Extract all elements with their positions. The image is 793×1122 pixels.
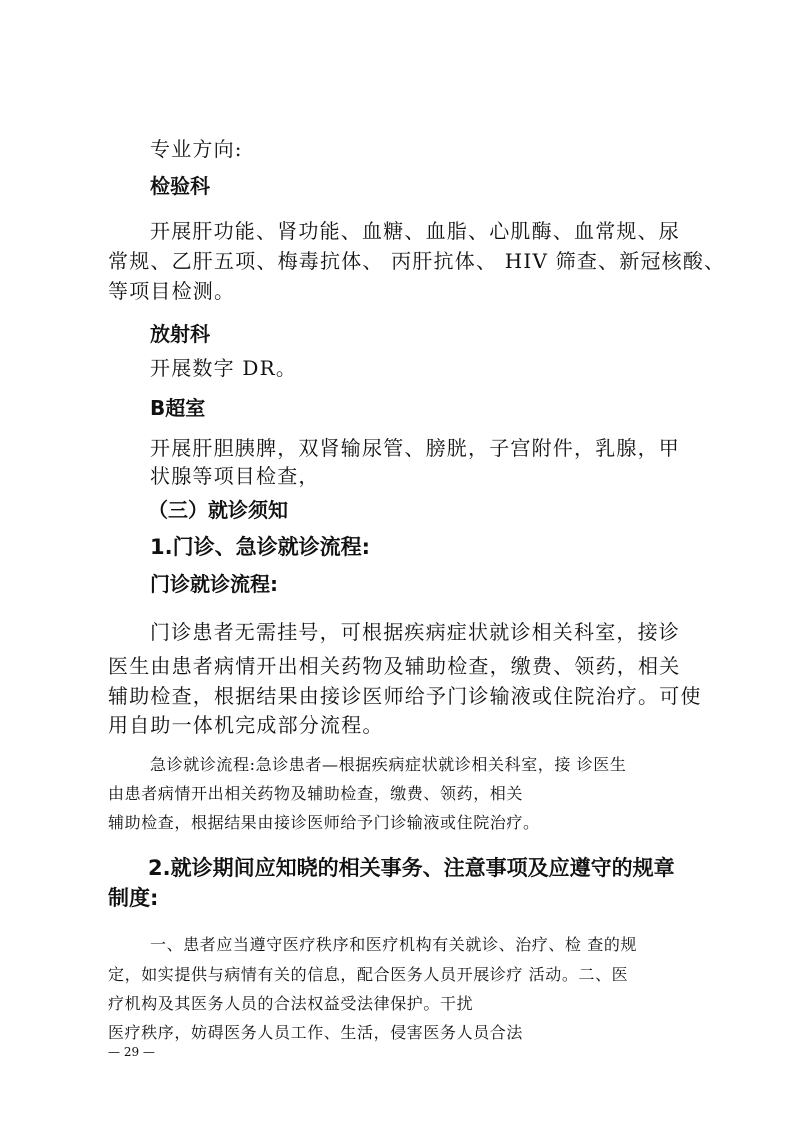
outpatient-line-3: 辅助检查，根据结果由接诊医师给予门诊输液或住院治疗。可使: [108, 684, 702, 708]
outpatient-heading: 门诊就诊流程:: [150, 572, 278, 596]
radiology-heading: 放射科: [150, 322, 210, 346]
ultrasound-heading: B超室: [150, 396, 206, 420]
subsection-1-heading: 1.门诊、急诊就诊流程:: [150, 535, 370, 559]
lab-line-1: 开展肝功能、肾功能、血糖、血脂、心肌酶、血常规、尿: [150, 219, 680, 243]
emergency-line-2: 由患者病情开出相关药物及辅助检查，缴费、领药，相关: [108, 784, 524, 803]
outpatient-line-1: 门诊患者无需挂号，可根据疾病症状就诊相关科室，接诊: [150, 620, 680, 644]
rules-line-3: 疗机构及其医务人员的合法权益受法律保护。干扰: [108, 994, 474, 1013]
subsection-2-heading-line-2: 制度:: [108, 886, 159, 910]
direction-label: 专业方向:: [150, 137, 243, 161]
ultrasound-line-1: 开展肝胆胰脾，双肾输尿管、膀胱，子宫附件，乳腺，甲: [150, 436, 680, 460]
page-number: — 29 —: [108, 1045, 155, 1059]
radiology-line: 开展数字 DR。: [150, 356, 298, 380]
lab-line-2: 常规、乙肝五项、梅毒抗体、 丙肝抗体、 HIV 筛查、新冠核酸、: [108, 249, 726, 273]
lab-heading: 检验科: [150, 174, 210, 198]
emergency-line-1: 急诊就诊流程:急诊患者—根据疾病症状就诊相关科室，接 诊医生: [150, 755, 627, 774]
subsection-2-heading-line-1: 2.就诊期间应知晓的相关事务、注意事项及应遵守的规章: [148, 856, 675, 880]
rules-line-1: 一、患者应当遵守医疗秩序和医疗机构有关就诊、治疗、检 查的规: [150, 935, 638, 954]
emergency-line-3: 辅助检查，根据结果由接诊医师给予门诊输液或住院治疗。: [108, 813, 540, 832]
outpatient-line-2: 医生由患者病情开出相关药物及辅助检查，缴费、领药，相关: [108, 654, 681, 678]
outpatient-line-4: 用自助一体机完成部分流程。: [108, 713, 384, 737]
rules-line-4: 医疗秩序，妨碍医务人员工作、生活，侵害医务人员合法: [108, 1023, 524, 1042]
rules-line-2: 定，如实提供与病情有关的信息，配合医务人员开展诊疗 活动。二、医: [108, 965, 629, 984]
lab-line-3: 等项目检测。: [108, 279, 236, 303]
ultrasound-line-2: 状腺等项目检查，: [150, 464, 320, 488]
section-3-heading: （三）就诊须知: [148, 498, 288, 522]
